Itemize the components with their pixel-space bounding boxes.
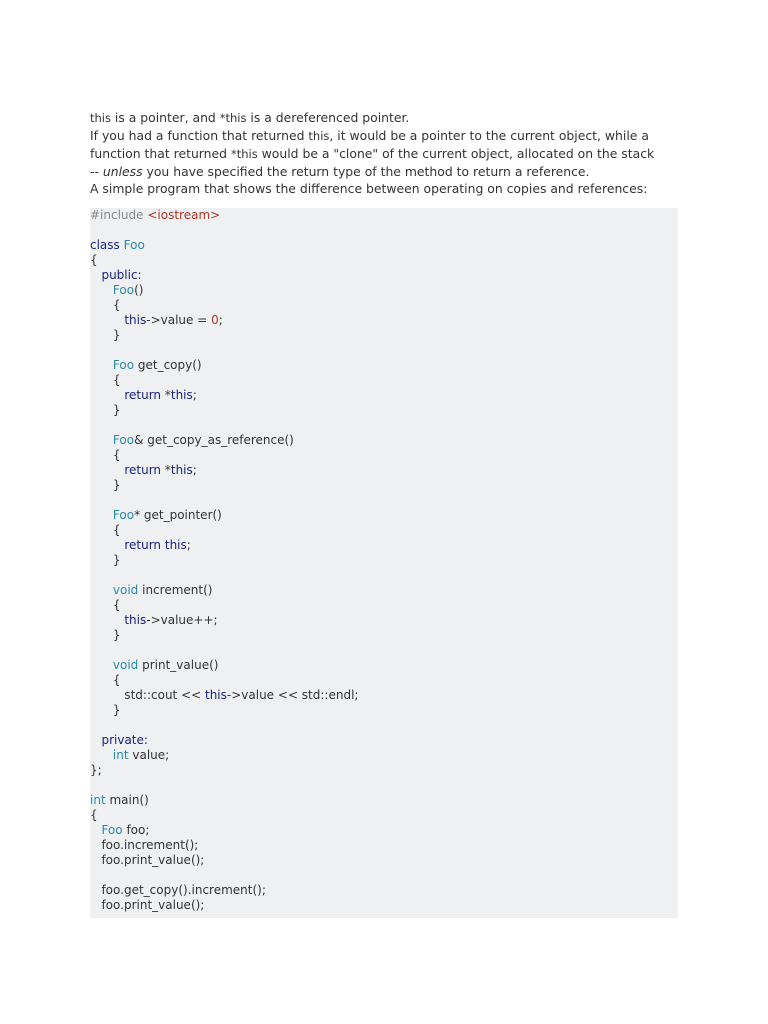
- code-text: ->value =: [146, 313, 212, 327]
- code-text: ->value++;: [146, 613, 218, 627]
- keyword: this: [205, 688, 227, 702]
- code-line-blank: [90, 493, 358, 508]
- code-line: [90, 403, 358, 418]
- code-line: [90, 523, 358, 538]
- code-text: & get_copy_as_reference(): [134, 433, 294, 447]
- code-text: *: [161, 463, 171, 477]
- code-line: [90, 823, 358, 838]
- keyword: this: [170, 388, 193, 402]
- code-line: [90, 763, 358, 778]
- prose-line-4: [90, 163, 690, 180]
- prose-text: --: [90, 164, 103, 179]
- code-line: [90, 658, 358, 673]
- code-line: [90, 268, 358, 283]
- code-line-blank: [90, 568, 358, 583]
- code-line-blank: [90, 223, 358, 238]
- code-line: [90, 808, 358, 823]
- code-text: foo.increment();: [101, 838, 199, 852]
- code-line: [90, 358, 358, 373]
- prose-text: is a dereferenced pointer.: [246, 110, 410, 125]
- prose-text: , it would be a pointer to the current object, while a: [329, 128, 649, 143]
- prose-text: you have specified the return type of the method to return a reference.: [142, 164, 590, 179]
- access-specifier: private:: [101, 733, 148, 747]
- keyword: this: [124, 613, 147, 627]
- code-line: [90, 373, 358, 388]
- code-line: [90, 553, 358, 568]
- type-name: Foo: [112, 433, 135, 447]
- inline-code: *this: [230, 147, 258, 161]
- prose-line-5: A simple program that shows the difference between operating on copies and references:: [90, 181, 648, 196]
- code-text: {: [112, 298, 121, 312]
- code-line: [90, 793, 358, 808]
- code-line: [90, 313, 358, 328]
- number-literal: 0: [211, 313, 219, 327]
- code-text: {: [112, 598, 121, 612]
- prose-text: If you had a function that returned: [90, 128, 309, 143]
- code-text: foo.get_copy().increment();: [101, 883, 266, 897]
- code-line-blank: [90, 643, 358, 658]
- code-text: };: [90, 763, 102, 777]
- code-line: [90, 853, 358, 868]
- code-text: {: [90, 808, 98, 822]
- type-name: Foo: [123, 238, 145, 252]
- include-header: <iostream>: [147, 208, 221, 222]
- code-text: }: [112, 628, 121, 642]
- type-name: Foo: [112, 283, 135, 297]
- code-line: [90, 283, 358, 298]
- prose-text: is a pointer, and: [110, 110, 220, 125]
- code-line: [90, 838, 358, 853]
- code-text: {: [112, 673, 121, 687]
- code-text: }: [112, 328, 121, 342]
- code-line: [90, 238, 358, 253]
- code-line: [90, 448, 358, 463]
- code-line: [90, 208, 358, 223]
- code-text: increment(): [138, 583, 213, 597]
- code-line: [90, 598, 358, 613]
- inline-code: this: [90, 111, 111, 125]
- code-text: *: [161, 388, 171, 402]
- keyword: return: [124, 463, 162, 477]
- code-text: foo.print_value();: [101, 853, 205, 867]
- code-line: [90, 703, 358, 718]
- inline-code: *this: [219, 111, 247, 125]
- code-text: ;: [186, 538, 191, 552]
- preprocessor-directive: #include: [90, 208, 144, 222]
- code-text: foo;: [122, 823, 150, 837]
- code-line: [90, 478, 358, 493]
- code-line-blank: [90, 418, 358, 433]
- code-text: ->value << std::endl;: [226, 688, 359, 702]
- prose-line-1: [90, 109, 690, 127]
- code-line: [90, 748, 358, 763]
- keyword: return: [124, 538, 162, 552]
- code-listing: [90, 208, 358, 913]
- prose-text: function that returned: [90, 146, 231, 161]
- keyword: this: [164, 538, 187, 552]
- code-text: * get_pointer(): [134, 508, 222, 522]
- code-line-blank: [90, 718, 358, 733]
- code-line: [90, 433, 358, 448]
- code-text: {: [112, 373, 121, 387]
- keyword: this: [170, 463, 193, 477]
- code-text: ;: [192, 388, 197, 402]
- prose-line-3: [90, 145, 690, 163]
- code-text: }: [112, 403, 121, 417]
- code-text: (): [134, 283, 144, 297]
- code-text: }: [112, 553, 121, 567]
- access-specifier: public:: [101, 268, 142, 282]
- code-line: [90, 898, 358, 913]
- code-line-blank: [90, 778, 358, 793]
- type-name: void: [112, 583, 139, 597]
- intro-text: [90, 109, 690, 197]
- code-line: [90, 328, 358, 343]
- code-text: ;: [218, 313, 223, 327]
- code-block: [90, 208, 678, 918]
- type-name: void: [112, 658, 139, 672]
- code-line: [90, 388, 358, 403]
- type-name: int: [112, 748, 129, 762]
- code-line: [90, 463, 358, 478]
- keyword: class: [90, 238, 120, 252]
- code-text: main(): [105, 793, 149, 807]
- type-name: Foo: [112, 508, 135, 522]
- code-text: ;: [192, 463, 197, 477]
- type-name: Foo: [112, 358, 135, 372]
- code-line: [90, 673, 358, 688]
- code-text: {: [90, 253, 98, 267]
- keyword: this: [124, 313, 147, 327]
- code-text: {: [112, 523, 121, 537]
- code-text: }: [112, 478, 121, 492]
- code-line: [90, 583, 358, 598]
- prose-line-2: [90, 127, 690, 145]
- code-line: [90, 883, 358, 898]
- code-text: get_copy(): [134, 358, 202, 372]
- code-text: std::cout <<: [124, 688, 205, 702]
- code-text: foo.print_value();: [101, 898, 205, 912]
- inline-code: this: [308, 129, 330, 143]
- code-line-blank: [90, 343, 358, 358]
- code-line: [90, 538, 358, 553]
- code-line: [90, 688, 358, 703]
- type-name: int: [90, 793, 106, 807]
- code-line: [90, 253, 358, 268]
- code-text: value;: [128, 748, 170, 762]
- code-line: [90, 613, 358, 628]
- type-name: Foo: [101, 823, 123, 837]
- code-line: [90, 298, 358, 313]
- code-line-blank: [90, 868, 358, 883]
- code-line: [90, 628, 358, 643]
- code-line: [90, 508, 358, 523]
- emphasis-text: unless: [102, 164, 143, 179]
- prose-text: would be a "clone" of the current object, allocated on the stack: [257, 146, 655, 161]
- code-text: print_value(): [138, 658, 219, 672]
- code-text: {: [112, 448, 121, 462]
- keyword: return: [124, 388, 162, 402]
- code-line: [90, 733, 358, 748]
- code-text: }: [112, 703, 121, 717]
